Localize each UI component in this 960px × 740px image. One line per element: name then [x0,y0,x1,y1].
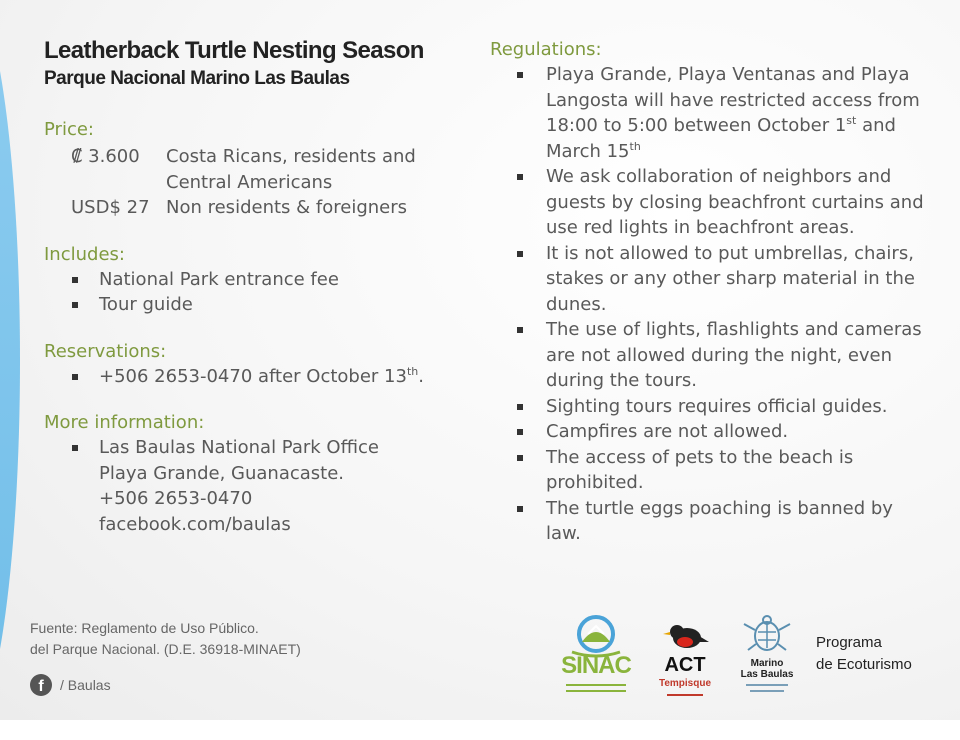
page-subtitle: Parque Nacional Marino Las Baulas [44,68,350,89]
office-phone: +506 2653-0470 [99,488,253,509]
reservation-sup: th [406,364,419,378]
list-item: Sighting tours requires official guides. [490,394,930,420]
sinac-subtext-rule [566,684,626,686]
sinac-subtext-rule [566,690,626,692]
price-desc-local [166,144,416,195]
reservations-heading: Reservations: [44,340,167,362]
regulation-sup-a: st [846,114,857,127]
regulations-heading: Regulations: [490,39,602,60]
turtle-icon [738,612,796,656]
includes-section [44,243,484,318]
source-citation [30,618,360,660]
baulas-subtext-rule [750,690,784,692]
regulation-text-b: and March 15 [546,115,896,162]
price-desc-foreign: Non residents & foreigners [166,197,408,218]
price-section [44,118,484,221]
facebook-icon[interactable]: f [30,674,52,696]
more-info-section [44,411,484,537]
list-item: It is not allowed to put umbrellas, chairs, stakes or any other sharp material in the dunes. [490,241,930,318]
price-table [71,144,484,221]
price-desc-local-line2: Central Americans [166,171,333,193]
list-item: National Park entrance fee [44,267,484,293]
facebook-badge[interactable] [30,674,111,696]
price-row-foreign [71,195,484,221]
list-item: Tour guide [44,292,484,318]
bird-icon [655,616,715,656]
more-info-item [44,435,484,537]
regulations-list [490,62,930,547]
left-column [44,36,484,559]
office-location: Playa Grande, Guanacaste. [99,462,345,484]
list-item: We ask collaboration of neighbors and guests by closing beachfront curtains and use red lights in beachfront areas. [490,164,930,241]
act-wordmark: ACT [664,654,706,676]
programa-label [816,632,912,676]
more-info-list [44,435,484,537]
price-amount-local: ₡ 3.600 [71,146,140,167]
reservation-phone [44,364,484,390]
price-desc-local-line1: Costa Ricans, residents and [166,146,416,167]
sinac-wordmark: SINAC [561,652,631,679]
price-row-local [71,144,484,195]
list-item [490,62,930,164]
regulations-section [490,38,930,547]
reservations-section [44,340,484,390]
act-subtext-rule [667,694,703,696]
price-amount-foreign: USD$ 27 [71,197,150,218]
regulation-sup-b: th [629,139,641,153]
sinac-logo [558,612,634,712]
act-subtitle: Tempisque [658,678,712,689]
regulation-text-a: Playa Grande, Playa Ventanas and Playa Langosta will have restricted access from 18:00 to 5:00 between October 1 [546,64,920,136]
list-item: Campfires are not allowed. [490,419,930,445]
source-line-1: Fuente: Reglamento de Uso Público. [30,620,259,636]
las-baulas-logo [738,612,796,712]
list-item: The turtle eggs poaching is banned by law. [490,496,930,547]
price-heading: Price: [44,119,94,140]
facebook-link[interactable]: facebook.com/baulas [99,513,291,535]
list-item: The access of pets to the beach is prohibited. [490,445,930,496]
baulas-subtext-rule [746,684,788,686]
list-item: The use of lights, flashlights and cameras are not allowed during the night, even during the tours. [490,317,930,394]
source-line-2: del Parque Nacional. (D.E. 36918-MINAET) [30,641,301,657]
act-logo [655,616,715,712]
baulas-logo-line-1: Marino [750,658,784,669]
reservations-list [44,364,484,390]
page-title: Leatherback Turtle Nesting Season [44,37,424,64]
facebook-handle: / Baulas [60,677,111,693]
baulas-logo-line-2: Las Baulas [740,669,794,680]
programa-line-1: Programa [816,634,882,651]
includes-list [44,267,484,318]
reservation-tail: . [418,365,424,387]
programa-line-2: de Ecoturismo [816,656,912,673]
office-name: Las Baulas National Park Office [99,437,379,458]
more-info-heading: More information: [44,412,205,433]
includes-heading: Includes: [44,243,125,265]
reservation-text: +506 2653-0470 after October 13 [99,365,407,387]
